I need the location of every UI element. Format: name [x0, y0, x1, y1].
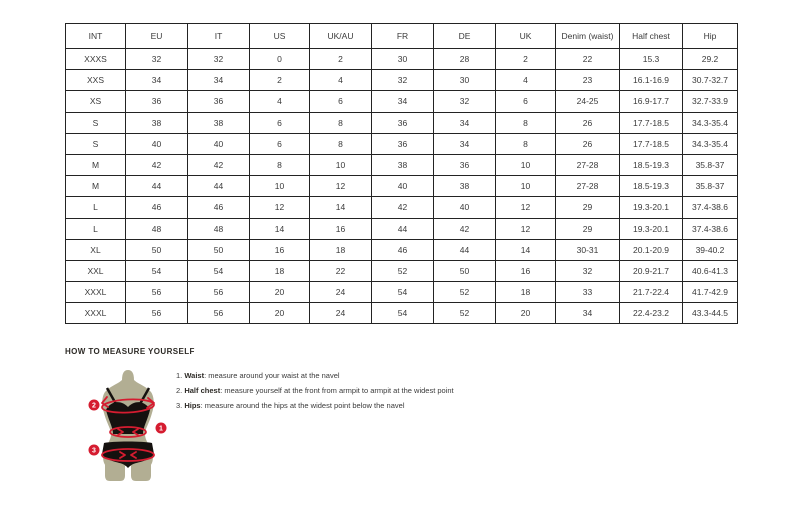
table-cell: 16.1-16.9 [620, 70, 683, 91]
column-header: Half chest [620, 24, 683, 49]
table-cell: 8 [496, 133, 556, 154]
table-row [66, 218, 738, 239]
table-cell: 39-40.2 [683, 239, 738, 260]
table-row [66, 239, 738, 260]
table-cell: 20.9-21.7 [620, 260, 683, 281]
table-cell: 22.4-23.2 [620, 303, 683, 324]
table-cell: 34 [372, 91, 434, 112]
table-row [66, 176, 738, 197]
table-cell: 46 [372, 239, 434, 260]
table-cell: 10 [250, 176, 310, 197]
table-cell: 35.8-37 [683, 154, 738, 175]
table-cell: 34 [434, 133, 496, 154]
column-header: FR [372, 24, 434, 49]
table-row [66, 91, 738, 112]
table-row [66, 70, 738, 91]
table-cell: 41.7-42.9 [683, 282, 738, 303]
table-cell: 50 [126, 239, 188, 260]
table-cell: 38 [126, 112, 188, 133]
table-cell: 30 [434, 70, 496, 91]
table-cell: 12 [250, 197, 310, 218]
table-cell: 16 [250, 239, 310, 260]
table-cell: 44 [188, 176, 250, 197]
table-cell: 16 [310, 218, 372, 239]
waist-marker-number: 1 [159, 425, 163, 433]
measure-step [176, 371, 454, 380]
table-cell: 29 [556, 218, 620, 239]
table-cell: 26 [556, 133, 620, 154]
table-cell: 32 [372, 70, 434, 91]
table-cell: S [66, 133, 126, 154]
table-cell: 34 [556, 303, 620, 324]
table-cell: 17.7-18.5 [620, 112, 683, 133]
size-chart-table [65, 23, 738, 324]
table-cell: 30 [372, 49, 434, 70]
step-text: : measure around the hips at the widest point below the navel [200, 401, 405, 410]
column-header: EU [126, 24, 188, 49]
table-cell: 50 [188, 239, 250, 260]
table-cell: 15.3 [620, 49, 683, 70]
table-cell: 20 [250, 303, 310, 324]
column-header: Hip [683, 24, 738, 49]
table-cell: 36 [188, 91, 250, 112]
table-cell: 29 [556, 197, 620, 218]
table-cell: 40 [372, 176, 434, 197]
table-cell: 34.3-35.4 [683, 112, 738, 133]
table-cell: 19.3-20.1 [620, 197, 683, 218]
table-cell: 23 [556, 70, 620, 91]
table-cell: 54 [188, 260, 250, 281]
table-cell: 4 [496, 70, 556, 91]
table-cell: 20 [496, 303, 556, 324]
table-cell: 36 [372, 133, 434, 154]
table-row [66, 303, 738, 324]
table-cell: 8 [310, 112, 372, 133]
table-cell: 18 [496, 282, 556, 303]
table-cell: 14 [250, 218, 310, 239]
table-cell: 46 [188, 197, 250, 218]
table-cell: 6 [250, 133, 310, 154]
table-cell: 54 [372, 303, 434, 324]
step-label: Hips [184, 401, 201, 410]
measure-guide-title: HOW TO MEASURE YOURSELF [65, 347, 195, 356]
table-cell: 52 [434, 282, 496, 303]
table-cell: XXXL [66, 282, 126, 303]
table-cell: 22 [556, 49, 620, 70]
table-cell: 24 [310, 303, 372, 324]
table-cell: XXXS [66, 49, 126, 70]
table-cell: 28 [434, 49, 496, 70]
table-cell: 36 [126, 91, 188, 112]
column-header: IT [188, 24, 250, 49]
column-header: UK [496, 24, 556, 49]
table-cell: 24 [310, 282, 372, 303]
measurement-figure-illustration [76, 366, 192, 486]
table-cell: 54 [372, 282, 434, 303]
table-cell: 34 [434, 112, 496, 133]
table-cell: 56 [188, 282, 250, 303]
table-cell: 27-28 [556, 154, 620, 175]
table-cell: 8 [496, 112, 556, 133]
table-row [66, 197, 738, 218]
table-cell: 42 [188, 154, 250, 175]
table-cell: 40 [188, 133, 250, 154]
table-cell: XS [66, 91, 126, 112]
table-cell: 37.4-38.6 [683, 218, 738, 239]
table-cell: 10 [496, 154, 556, 175]
table-cell: 34.3-35.4 [683, 133, 738, 154]
table-cell: 56 [126, 303, 188, 324]
table-cell: 34 [126, 70, 188, 91]
table-cell: 12 [310, 176, 372, 197]
table-cell: 2 [310, 49, 372, 70]
table-cell: 38 [372, 154, 434, 175]
measure-step [176, 401, 454, 410]
table-cell: 32.7-33.9 [683, 91, 738, 112]
table-cell: 6 [250, 112, 310, 133]
table-cell: 0 [250, 49, 310, 70]
table-cell: 8 [310, 133, 372, 154]
step-label: Half chest [184, 386, 221, 395]
table-cell: 48 [126, 218, 188, 239]
table-cell: 46 [126, 197, 188, 218]
table-cell: 54 [126, 260, 188, 281]
table-cell: 38 [434, 176, 496, 197]
table-cell: 38 [188, 112, 250, 133]
table-cell: 32 [556, 260, 620, 281]
table-cell: 44 [372, 218, 434, 239]
table-cell: 34 [188, 70, 250, 91]
table-cell: 40.6-41.3 [683, 260, 738, 281]
column-header: DE [434, 24, 496, 49]
table-cell: 32 [434, 91, 496, 112]
table-cell: S [66, 112, 126, 133]
table-cell: 42 [126, 154, 188, 175]
table-cell: 19.3-20.1 [620, 218, 683, 239]
table-cell: 42 [372, 197, 434, 218]
table-cell: 20.1-20.9 [620, 239, 683, 260]
table-row [66, 49, 738, 70]
column-header: Denim (waist) [556, 24, 620, 49]
table-row [66, 260, 738, 281]
table-cell: 26 [556, 112, 620, 133]
table-cell: 36 [372, 112, 434, 133]
table-cell: 10 [310, 154, 372, 175]
table-cell: 18 [310, 239, 372, 260]
table-cell: 30-31 [556, 239, 620, 260]
table-cell: 36 [434, 154, 496, 175]
table-cell: 27-28 [556, 176, 620, 197]
measure-steps [176, 371, 454, 416]
table-cell: 32 [188, 49, 250, 70]
table-cell: 44 [434, 239, 496, 260]
step-number: 2. [176, 386, 185, 395]
column-header: UK/AU [310, 24, 372, 49]
table-cell: 33 [556, 282, 620, 303]
table-cell: 44 [126, 176, 188, 197]
table-cell: 52 [372, 260, 434, 281]
table-cell: 4 [310, 70, 372, 91]
table-cell: 6 [310, 91, 372, 112]
table-row [66, 133, 738, 154]
table-cell: 50 [434, 260, 496, 281]
chest-marker-number: 2 [92, 402, 96, 410]
table-cell: XXL [66, 260, 126, 281]
table-cell: 32 [126, 49, 188, 70]
table-cell: 2 [496, 49, 556, 70]
table-cell: XL [66, 239, 126, 260]
table-cell: 17.7-18.5 [620, 133, 683, 154]
size-chart-body [66, 49, 738, 324]
table-cell: 18.5-19.3 [620, 176, 683, 197]
table-cell: 29.2 [683, 49, 738, 70]
table-cell: 20 [250, 282, 310, 303]
table-cell: 35.8-37 [683, 176, 738, 197]
table-cell: 8 [250, 154, 310, 175]
table-cell: 22 [310, 260, 372, 281]
column-header: US [250, 24, 310, 49]
table-cell: 40 [126, 133, 188, 154]
table-row [66, 154, 738, 175]
table-cell: 6 [496, 91, 556, 112]
size-chart-header-row [66, 24, 738, 49]
table-cell: 21.7-22.4 [620, 282, 683, 303]
table-cell: 2 [250, 70, 310, 91]
table-cell: 52 [434, 303, 496, 324]
table-cell: 56 [188, 303, 250, 324]
table-row [66, 282, 738, 303]
table-cell: 24-25 [556, 91, 620, 112]
table-cell: 14 [496, 239, 556, 260]
step-number: 1. [176, 371, 185, 380]
table-cell: 43.3-44.5 [683, 303, 738, 324]
table-cell: 56 [126, 282, 188, 303]
hips-marker-number: 3 [92, 447, 96, 455]
table-cell: 4 [250, 91, 310, 112]
table-cell: L [66, 218, 126, 239]
table-cell: 18.5-19.3 [620, 154, 683, 175]
table-cell: 14 [310, 197, 372, 218]
table-row [66, 112, 738, 133]
step-number: 3. [176, 401, 185, 410]
table-cell: XXS [66, 70, 126, 91]
table-cell: M [66, 176, 126, 197]
step-label: Waist [184, 371, 205, 380]
column-header: INT [66, 24, 126, 49]
step-text: : measure yourself at the front from armpit to armpit at the widest point [220, 386, 454, 395]
table-cell: 12 [496, 218, 556, 239]
measure-step [176, 386, 454, 395]
table-cell: L [66, 197, 126, 218]
table-cell: 18 [250, 260, 310, 281]
table-cell: 12 [496, 197, 556, 218]
table-cell: 42 [434, 218, 496, 239]
table-cell: 16.9-17.7 [620, 91, 683, 112]
table-cell: 48 [188, 218, 250, 239]
table-cell: M [66, 154, 126, 175]
step-text: : measure around your waist at the navel [204, 371, 340, 380]
table-cell: 40 [434, 197, 496, 218]
table-cell: 16 [496, 260, 556, 281]
table-cell: XXXL [66, 303, 126, 324]
table-cell: 37.4-38.6 [683, 197, 738, 218]
table-cell: 10 [496, 176, 556, 197]
table-cell: 30.7-32.7 [683, 70, 738, 91]
